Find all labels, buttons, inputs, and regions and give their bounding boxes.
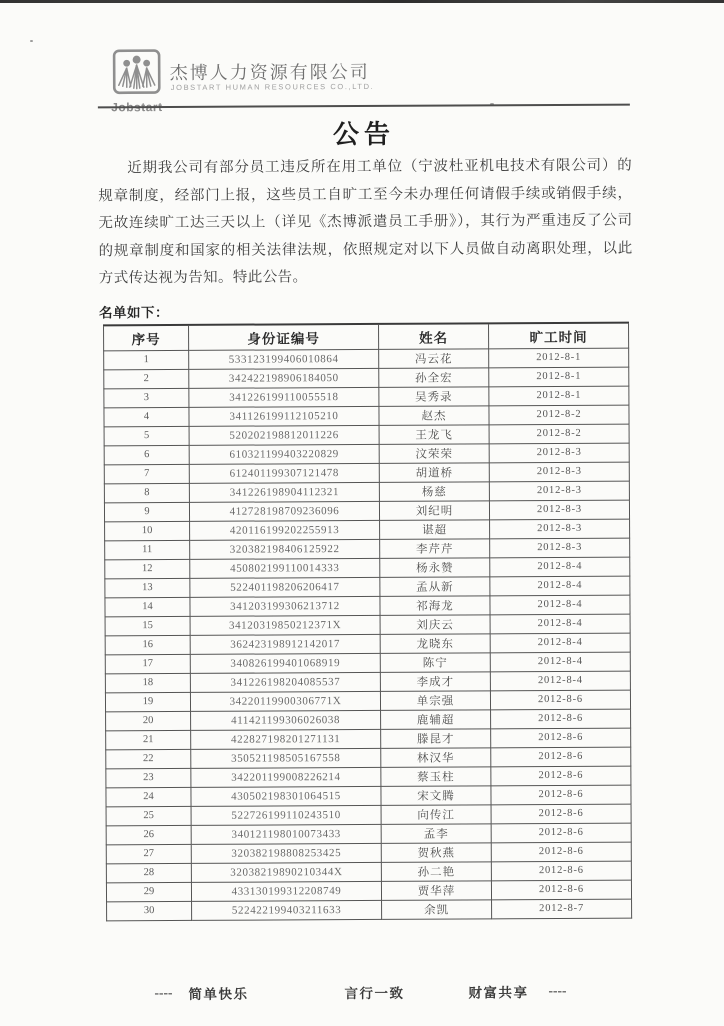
id-number-cell: 411421199306026038 xyxy=(191,710,381,730)
date-cell: 2012-8-3 xyxy=(490,538,630,558)
date-cell: 2012-8-4 xyxy=(490,576,630,596)
col-header-name: 姓名 xyxy=(379,323,489,349)
date-cell: 2012-8-3 xyxy=(490,519,630,539)
id-number-cell: 340121198010073433 xyxy=(191,824,381,844)
id-number-cell: 340826199401068919 xyxy=(190,653,380,673)
id-number-cell: 610321199403220829 xyxy=(189,444,379,464)
name-cell: 向传江 xyxy=(381,804,491,824)
row-number-cell: 1 xyxy=(104,350,189,369)
date-cell: 2012-8-6 xyxy=(491,709,631,729)
row-number-cell: 28 xyxy=(106,863,191,882)
id-number-cell: 520202198812011226 xyxy=(189,425,379,445)
row-number-cell: 7 xyxy=(104,464,189,483)
row-number-cell: 3 xyxy=(104,388,189,407)
name-cell: 孟从新 xyxy=(380,576,490,596)
date-cell: 2012-8-6 xyxy=(490,690,630,710)
row-number-cell: 8 xyxy=(104,483,189,502)
name-cell: 汶荣荣 xyxy=(379,443,489,463)
footer-slogan-2: 言行一致 xyxy=(344,985,405,1002)
id-number-cell: 320382198808253425 xyxy=(191,843,381,863)
name-cell: 祁海龙 xyxy=(380,595,490,615)
header-row xyxy=(104,323,629,351)
id-number-cell: 522401198206206417 xyxy=(190,577,380,597)
name-cell: 宋文腾 xyxy=(381,785,491,805)
date-cell: 2012-8-1 xyxy=(489,367,629,387)
date-cell: 2012-8-3 xyxy=(489,462,629,482)
id-number-cell: 362423198912142017 xyxy=(190,634,380,654)
id-number-cell: 350521198505167558 xyxy=(191,748,381,768)
name-cell: 蔡玉柱 xyxy=(381,766,491,786)
name-cell: 刘庆云 xyxy=(380,614,490,634)
id-number-cell: 341226198204085537 xyxy=(190,672,380,692)
footer-dashes-right: ---- xyxy=(548,982,567,999)
name-cell: 孙二艳 xyxy=(381,861,491,881)
id-number-cell: 420116199202255913 xyxy=(190,520,380,540)
name-cell: 冯云花 xyxy=(379,348,489,368)
id-number-cell: 341203199306213712 xyxy=(190,596,380,616)
row-number-cell: 25 xyxy=(106,806,191,825)
id-number-cell: 342422198906184050 xyxy=(189,368,379,388)
row-number-cell: 4 xyxy=(104,407,189,426)
id-number-cell: 341226198904112321 xyxy=(189,482,379,502)
id-number-cell: 450802199110014333 xyxy=(190,558,380,578)
row-number-cell: 27 xyxy=(106,844,191,863)
id-number-cell: 341226199110055518 xyxy=(189,387,379,407)
row-number-cell: 5 xyxy=(104,426,189,445)
id-number-cell: 430502198301064515 xyxy=(191,786,381,806)
company-name-cn: 杰博人力资源有限公司 xyxy=(169,61,370,84)
date-cell: 2012-8-1 xyxy=(489,348,629,368)
id-number-cell: 34220119900306771X xyxy=(190,691,380,711)
date-cell: 2012-8-2 xyxy=(489,424,629,444)
row-number-cell: 23 xyxy=(106,768,191,787)
notice-body: 近期我公司有部分员工违反所在用工单位（宁波杜亚机电技术有限公司）的规章制度，经部门上报，这些员工自旷工至今未办理任何请假手续或销假手续，无故连续旷工达三天以上（详见《杰博派遣员工手册》），其行为严重违反了公司的规章制度和国家的相关法律法规，依照规定对以下人员做自动离职处理，以此方式传达视为告知。特此公告。 xyxy=(98,157,633,287)
id-number-cell: 533123199406010864 xyxy=(189,349,379,369)
id-number-cell: 342201199008226214 xyxy=(191,767,381,787)
name-cell: 谌超 xyxy=(380,519,490,539)
row-number-cell: 22 xyxy=(106,749,191,768)
footer-slogans xyxy=(102,981,636,1004)
date-cell: 2012-8-7 xyxy=(492,899,632,919)
letterhead xyxy=(102,47,630,92)
id-number-cell: 34120319850212371X xyxy=(190,615,380,635)
table-row xyxy=(107,899,632,921)
date-cell: 2012-8-4 xyxy=(490,652,630,672)
id-number-cell: 433130199312208749 xyxy=(191,881,381,901)
notice-title: 公告 xyxy=(332,119,396,150)
id-number-cell: 422827198201271131 xyxy=(191,729,381,749)
name-cell: 王龙飞 xyxy=(379,424,489,444)
row-number-cell: 26 xyxy=(106,825,191,844)
name-cell: 杨慈 xyxy=(379,481,489,501)
roster-table-body xyxy=(104,348,632,921)
date-cell: 2012-8-6 xyxy=(491,804,631,824)
col-header-id: 身份证编号 xyxy=(189,324,379,350)
name-cell: 陈宁 xyxy=(380,652,490,672)
list-intro: 名单如下： xyxy=(98,305,169,321)
name-cell: 鹿辅超 xyxy=(381,709,491,729)
date-cell: 2012-8-4 xyxy=(490,614,630,634)
name-cell: 杨永赞 xyxy=(380,557,490,577)
jobstart-logo-icon xyxy=(112,49,162,99)
date-cell: 2012-8-3 xyxy=(489,481,629,501)
logo-block xyxy=(102,49,172,114)
date-cell: 2012-8-6 xyxy=(491,785,631,805)
name-cell: 吴秀录 xyxy=(379,386,489,406)
name-cell: 孟李 xyxy=(381,823,491,843)
row-number-cell: 12 xyxy=(105,559,190,578)
company-name-en: JOBSTART HUMAN RESOURCES CO.,LTD. xyxy=(170,81,375,92)
date-cell: 2012-8-6 xyxy=(491,880,631,900)
date-cell: 2012-8-2 xyxy=(489,405,629,425)
name-cell: 赵杰 xyxy=(379,405,489,425)
name-cell: 单宗强 xyxy=(380,690,490,710)
name-cell: 李芹芹 xyxy=(380,538,490,558)
id-number-cell: 412728198709236096 xyxy=(189,501,379,521)
name-cell: 滕昆才 xyxy=(381,728,491,748)
row-number-cell: 6 xyxy=(104,445,189,464)
id-number-cell: 612401199307121478 xyxy=(189,463,379,483)
id-number-cell: 522726199110243510 xyxy=(191,805,381,825)
row-number-cell: 9 xyxy=(104,502,189,521)
footer-slogan-1: 简单快乐 xyxy=(188,986,249,1002)
name-cell: 胡道桥 xyxy=(379,462,489,482)
name-cell: 余凯 xyxy=(382,899,492,919)
id-number-cell: 320382198406125922 xyxy=(190,539,380,559)
date-cell: 2012-8-1 xyxy=(489,386,629,406)
id-number-cell: 32038219890210344X xyxy=(191,862,381,882)
date-cell: 2012-8-6 xyxy=(491,728,631,748)
row-number-cell: 24 xyxy=(106,787,191,806)
date-cell: 2012-8-4 xyxy=(490,595,630,615)
footer-slogan-3: 财富共享 xyxy=(468,985,529,1001)
row-number-cell: 11 xyxy=(105,540,190,559)
row-number-cell: 19 xyxy=(105,692,190,711)
row-number-cell: 17 xyxy=(105,654,190,673)
name-cell: 刘纪明 xyxy=(379,500,489,520)
id-number-cell: 341126199112105210 xyxy=(189,406,379,426)
name-cell: 贺秋燕 xyxy=(381,842,491,862)
name-cell: 龙晓东 xyxy=(380,633,490,653)
roster-table xyxy=(103,322,632,921)
date-cell: 2012-8-6 xyxy=(491,766,631,786)
name-cell: 孙全宏 xyxy=(379,367,489,387)
letterhead-rule xyxy=(98,104,630,109)
date-cell: 2012-8-6 xyxy=(491,861,631,881)
id-number-cell: 522422199403211633 xyxy=(192,900,382,920)
col-header-date: 旷工时间 xyxy=(489,323,629,349)
row-number-cell: 18 xyxy=(105,673,190,692)
col-header-seq: 序号 xyxy=(104,325,189,350)
name-cell: 李成才 xyxy=(380,671,490,691)
row-number-cell: 14 xyxy=(105,597,190,616)
row-number-cell: 2 xyxy=(104,369,189,388)
roster-table-head xyxy=(104,323,629,351)
date-cell: 2012-8-6 xyxy=(491,842,631,862)
date-cell: 2012-8-4 xyxy=(490,671,630,691)
row-number-cell: 16 xyxy=(105,635,190,654)
date-cell: 2012-8-3 xyxy=(489,443,629,463)
row-number-cell: 30 xyxy=(107,901,192,920)
row-number-cell: 13 xyxy=(105,578,190,597)
row-number-cell: 29 xyxy=(106,882,191,901)
footer-dashes-left: ---- xyxy=(154,984,173,1001)
row-number-cell: 21 xyxy=(106,730,191,749)
date-cell: 2012-8-6 xyxy=(491,823,631,843)
date-cell: 2012-8-4 xyxy=(490,557,630,577)
row-number-cell: 10 xyxy=(105,521,190,540)
date-cell: 2012-8-4 xyxy=(490,633,630,653)
name-cell: 贾华萍 xyxy=(381,880,491,900)
date-cell: 2012-8-6 xyxy=(491,747,631,767)
row-number-cell: 20 xyxy=(106,711,191,730)
date-cell: 2012-8-3 xyxy=(489,500,629,520)
name-cell: 林汉华 xyxy=(381,747,491,767)
row-number-cell: 15 xyxy=(105,616,190,635)
